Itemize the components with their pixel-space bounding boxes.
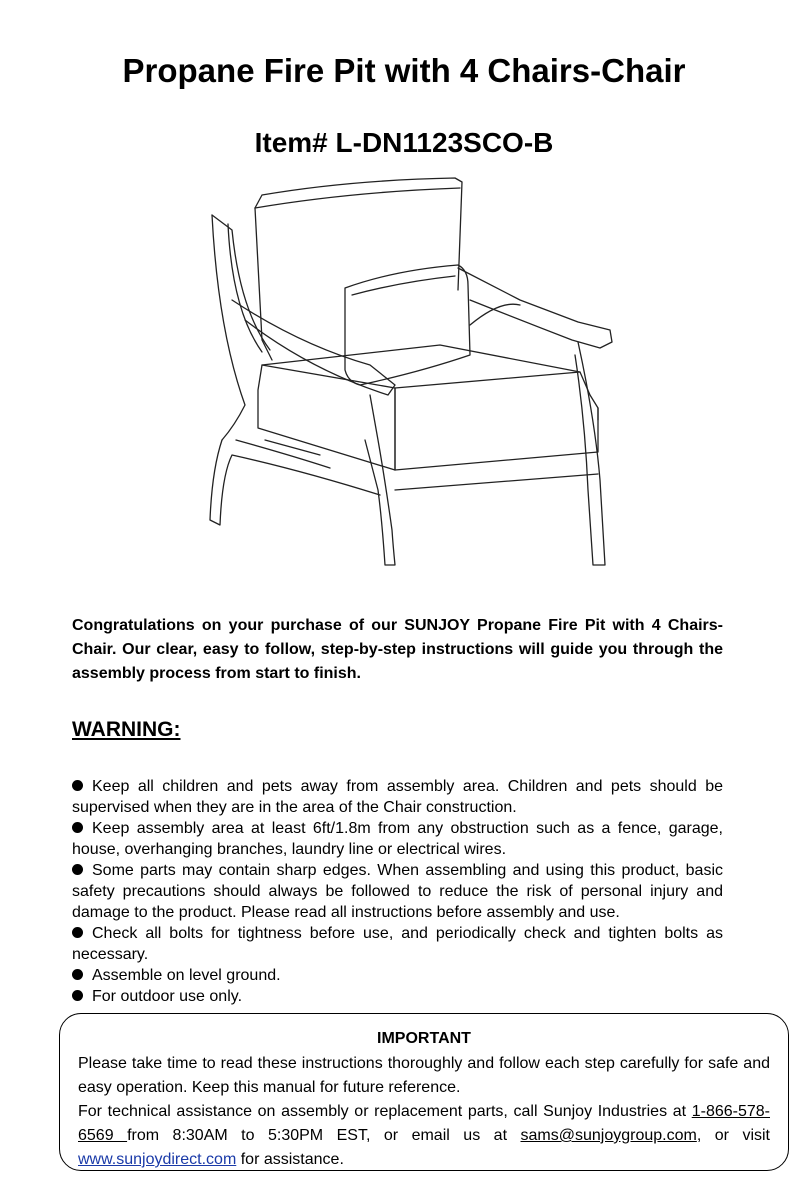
bullet-icon — [72, 990, 83, 1001]
list-item: Keep all children and pets away from assembly area. Children and pets should be supervised when they are in the area of the Chair construction. — [72, 778, 723, 816]
list-item: Keep assembly area at least 6ft/1.8m from any obstruction such as a fence, garage, house, overhanging branches, laundry line or electrical wires. — [72, 820, 723, 858]
bullet-icon — [72, 780, 83, 791]
list-item: Check all bolts for tightness before use, and periodically check and tighten bolts as necessary. — [72, 925, 723, 963]
list-item: For outdoor use only. — [72, 986, 723, 1007]
bullet-icon — [72, 864, 83, 875]
intro-paragraph: Congratulations on your purchase of our SUNJOY Propane Fire Pit with 4 Chairs-Chair. Our clear, easy to follow, step-by-step instructions will guide you through the assembly process from start to finish. — [72, 617, 723, 682]
important-heading: IMPORTANT — [377, 1030, 471, 1047]
warning-list — [72, 776, 723, 1007]
page-title: Propane Fire Pit with 4 Chairs-Chair — [122, 52, 686, 89]
important-paragraph: Please take time to read these instructions thoroughly and follow each step carefully for safe and easy operation. Keep this manual for future reference. — [78, 1055, 770, 1096]
email-link[interactable]: sams@sunjoygroup.com — [520, 1127, 697, 1144]
warning-heading: WARNING: — [72, 718, 181, 741]
bullet-icon — [72, 969, 83, 980]
important-body — [78, 1052, 770, 1172]
important-notice-box — [59, 1013, 789, 1171]
bullet-icon — [72, 822, 83, 833]
chair-illustration — [190, 172, 630, 582]
phone-link[interactable]: 1-866-578-6569 — [78, 1103, 770, 1144]
item-number: Item# L-DN1123SCO-B — [254, 127, 554, 158]
list-item: Assemble on level ground. — [72, 965, 723, 986]
bullet-icon — [72, 927, 83, 938]
assistance-paragraph: For technical assistance on assembly or replacement parts, call Sunjoy Industries at 1-866-578-6569 from 8:30AM to 5:30PM EST, or email us at sams@sunjoygroup.com, or visit www.sunjoydirect.com for assistance. — [78, 1103, 770, 1168]
website-link[interactable]: www.sunjoydirect.com — [78, 1151, 237, 1168]
list-item: Some parts may contain sharp edges. When assembling and using this product, basic safety precautions should always be followed to reduce the risk of personal injury and damage to the product. Please read all instructions before assembly and use. — [72, 862, 723, 921]
